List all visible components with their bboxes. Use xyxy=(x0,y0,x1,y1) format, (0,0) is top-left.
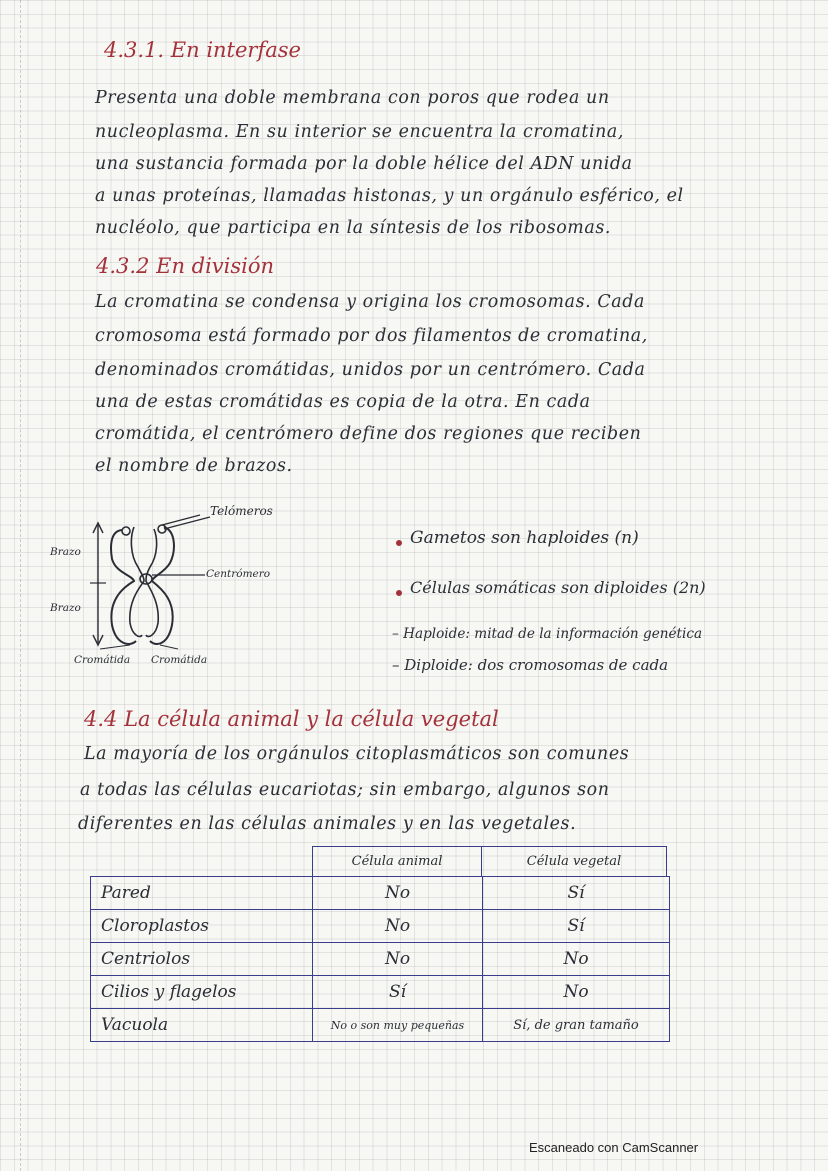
text-line: a todas las células eucariotas; sin embargo, algunos son xyxy=(80,780,610,800)
table-header-vegetal: Célula vegetal xyxy=(482,846,667,877)
label-brazo-top: Brazo xyxy=(50,546,81,558)
table-row: Vacuola No o son muy pequeñas Sí, de gran tamaño xyxy=(91,1009,669,1041)
label-brazo-bottom: Brazo xyxy=(50,602,81,614)
text-line: La mayoría de los orgánulos citoplasmáticos son comunes xyxy=(84,744,630,764)
table-header-animal: Célula animal xyxy=(312,846,482,877)
text-line: el nombre de brazos. xyxy=(95,456,293,476)
text-line: una sustancia formada por la doble hélice del ADN unida xyxy=(95,154,633,174)
table-row: Cloroplastos No Sí xyxy=(91,910,669,943)
text-line: nucléolo, que participa en la síntesis de los ribosomas. xyxy=(95,218,612,238)
text-line: denominados cromátidas, unidos por un centrómero. Cada xyxy=(95,360,646,380)
telomere-mark xyxy=(122,527,130,535)
text-line: Presenta una doble membrana con poros que rodea un xyxy=(95,88,610,108)
text-line: una de estas cromátidas es copia de la otra. En cada xyxy=(95,392,591,412)
text-line: cromátida, el centrómero define dos regiones que reciben xyxy=(95,424,642,444)
notebook-margin-line xyxy=(20,0,21,1171)
table-row: Centriolos No No xyxy=(91,943,669,976)
label-telomeros: Telómeros xyxy=(210,504,273,518)
text-line: La cromatina se condensa y origina los cromosomas. Cada xyxy=(95,292,645,312)
section-heading-division: 4.3.2 En división xyxy=(96,254,275,278)
label-centromero: Centrómero xyxy=(206,568,271,580)
text-line: diferentes en las células animales y en las vegetales. xyxy=(78,814,577,834)
label-cromatida-left: Cromátida xyxy=(74,654,131,666)
bullet-dot xyxy=(396,590,402,596)
chromosome-diagram xyxy=(60,495,330,670)
section-heading-interfase: 4.3.1. En interfase xyxy=(104,38,301,62)
text-line: a unas proteínas, llamadas histonas, y un orgánulo esférico, el xyxy=(95,186,684,206)
text-line: nucleoplasma. En su interior se encuentra la cromatina, xyxy=(95,122,625,142)
note-somaticas: Células somáticas son diploides (2n) xyxy=(410,578,706,597)
table-row: Pared No Sí xyxy=(91,877,669,910)
scanner-footer: Escaneado con CamScanner xyxy=(529,1140,699,1155)
note-haploide: – Haploide: mitad de la información genética xyxy=(392,626,703,642)
text-line: cromosoma está formado por dos filamentos de cromatina, xyxy=(95,326,648,346)
note-gametos: Gametos son haploides (n) xyxy=(410,528,639,548)
section-heading-celulas: 4.4 La célula animal y la célula vegetal xyxy=(84,707,499,731)
bullet-dot xyxy=(396,540,402,546)
label-cromatida-right: Cromátida xyxy=(151,654,208,666)
table-row: Cilios y flagelos Sí No xyxy=(91,976,669,1009)
note-diploide: – Diploide: dos cromosomas de cada xyxy=(392,656,669,674)
